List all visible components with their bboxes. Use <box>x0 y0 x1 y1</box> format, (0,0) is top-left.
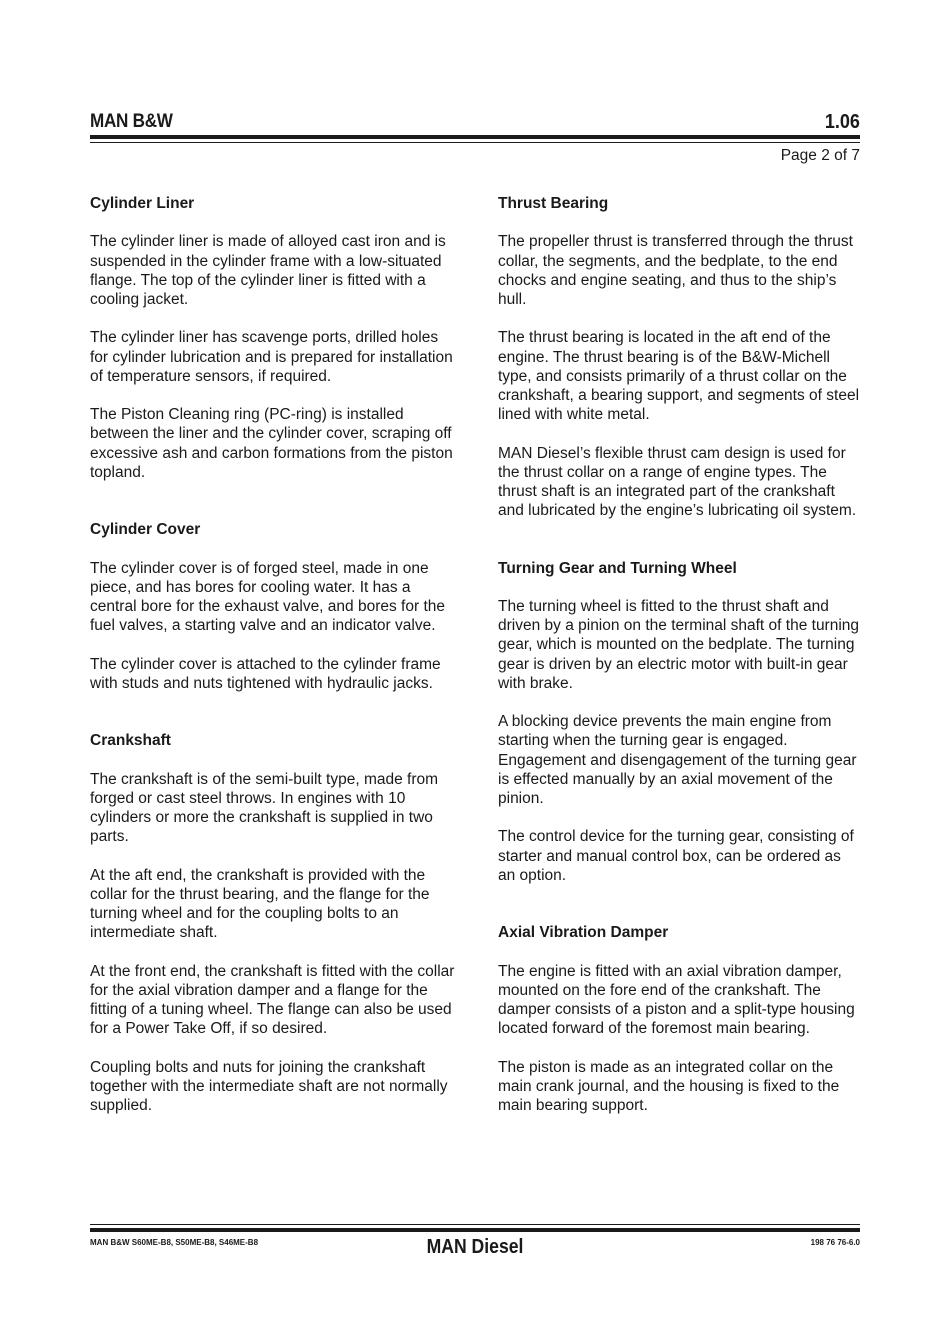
section-number: 1.06 <box>824 111 860 133</box>
paragraph: MAN Diesel’s flexible thrust cam design is used for the thrust collar on a range of engine types. The thrust shaft is an integrated part of the crankshaft and lubricated by the engine’s lubricating oil system. <box>498 444 857 520</box>
footer-brand: MAN Diesel <box>426 1236 524 1258</box>
paragraph: The cylinder cover is of forged steel, made in one piece, and has bores for cooling water. It has a central bore for the exhaust valve, and bores for the fuel valves, a starting valve and an indicator valve. <box>90 559 445 635</box>
section-heading: Thrust Bearing <box>498 195 609 212</box>
paragraph: The engine is fitted with an axial vibration damper, mounted on the fore end of the crankshaft. The damper consists of a piston and a split-type housing located forward of the foremost main bearing. <box>498 962 855 1038</box>
section-heading: Cylinder Cover <box>90 521 201 539</box>
section-thrust-bearing <box>498 194 862 520</box>
header-brand: MAN B&W <box>90 111 173 132</box>
section-cylinder-liner <box>90 194 458 482</box>
paragraph: The propeller thrust is transferred through the thrust collar, the segments, and the bedplate, to the end chocks and engine seating, and thus to the ship’s hull. <box>498 233 853 308</box>
paragraph: The piston is made as an integrated collar on the main crank journal, and the housing is fixed to the main bearing support. <box>498 1058 840 1114</box>
right-column <box>498 194 862 1134</box>
paragraph: The cylinder liner has scavenge ports, drilled holes for cylinder lubrication and is prepared for installation of temperature sensors, if required. <box>90 329 453 385</box>
header-rule-thin <box>90 142 860 143</box>
left-column <box>90 194 458 1134</box>
paragraph: At the aft end, the crankshaft is provided with the collar for the thrust bearing, and the flange for the turning wheel and for the coupling bolts to an intermediate shaft. <box>90 866 430 942</box>
header-rule-thick <box>90 135 860 139</box>
paragraph: The Piston Cleaning ring (PC-ring) is installed between the liner and the cylinder cover, scraping off excessive ash and carbon formations from the piston topland. <box>90 406 453 481</box>
paragraph: The thrust bearing is located in the aft end of the engine. The thrust bearing is of the B&W-Michell type, and consists primarily of a thrust collar on the crankshaft, a bearing support, and segments of steel lined with white metal. <box>498 329 860 424</box>
section-heading: Cylinder Liner <box>90 195 195 212</box>
footer-rule-thick <box>90 1228 860 1232</box>
section-heading: Turning Gear and Turning Wheel <box>498 559 737 577</box>
page-number: Page 2 of 7 <box>780 147 860 164</box>
section-axial-vibration-damper <box>498 923 862 1115</box>
paragraph: A blocking device prevents the main engine from starting when the turning gear is engaged. Engagement and disengagement of the turning gear is effected manually by an axial movement of the pinion. <box>498 713 857 807</box>
paragraph: The turning wheel is fitted to the thrust shaft and driven by a pinion on the terminal shaft of the turning gear, which is mounted on the bedplate. The turning gear is driven by an electric motor with built-in gear with brake. <box>498 597 860 692</box>
section-crankshaft <box>90 731 458 1115</box>
paragraph: Coupling bolts and nuts for joining the crankshaft together with the intermediate shaft are not normally supplied. <box>90 1058 448 1114</box>
section-heading: Crankshaft <box>90 732 171 750</box>
section-turning-gear <box>498 559 862 885</box>
paragraph: The control device for the turning gear, consisting of starter and manual control box, can be ordered as an option. <box>498 828 854 884</box>
paragraph: The cylinder liner is made of alloyed cast iron and is suspended in the cylinder frame with a low-situated flange. The top of the cylinder liner is fitted with a cooling jacket. <box>90 233 446 308</box>
footer-models: MAN B&W S60ME-B8, S50ME-B8, S46ME-B8 <box>90 1238 259 1247</box>
paragraph: At the front end, the crankshaft is fitted with the collar for the axial vibration damper and a flange for the fitting of a tuning wheel. The flange can also be used for a Power Take Off, if so desired. <box>90 962 455 1038</box>
footer-doc-code: 198 76 76-6.0 <box>810 1238 860 1247</box>
section-cylinder-cover <box>90 520 458 693</box>
paragraph: The crankshaft is of the semi-built type, made from forged or cast steel throws. In engines with 10 cylinders or more the crankshaft is supplied in two parts. <box>90 770 439 846</box>
section-heading: Axial Vibration Damper <box>498 924 669 942</box>
paragraph: The cylinder cover is attached to the cylinder frame with studs and nuts tightened with hydraulic jacks. <box>90 655 441 692</box>
footer-rule-thin <box>90 1224 860 1225</box>
